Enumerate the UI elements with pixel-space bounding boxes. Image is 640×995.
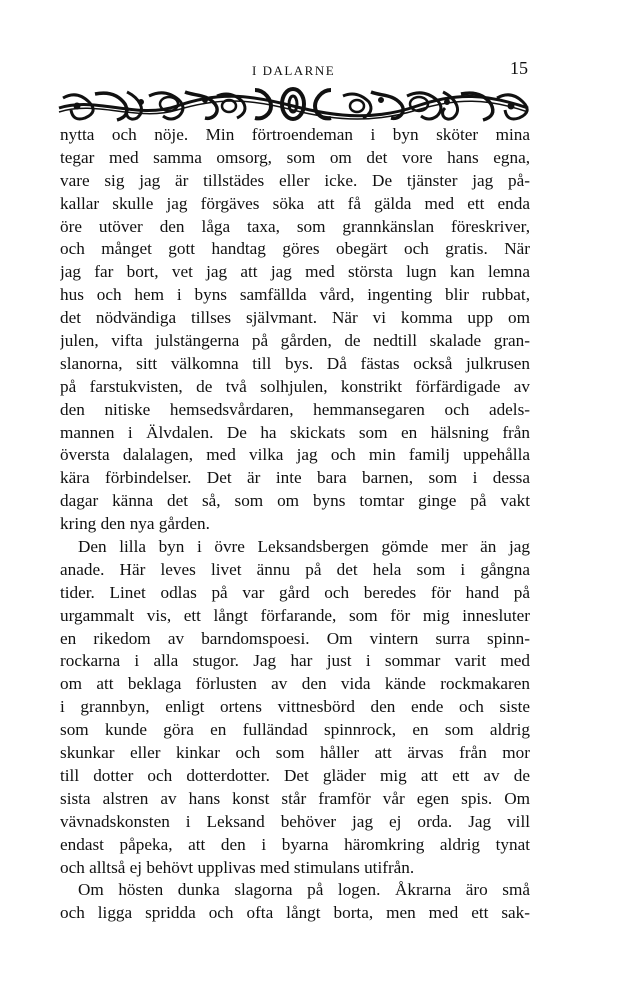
text-line: vare sig jag är tillstädes eller icke. De tjänster jag på-	[60, 170, 530, 190]
text-line: den nitiske hemsedsvårdaren, hemmansegaren och adels-	[60, 399, 530, 419]
text-line: anade. Här leves livet ännu på det hela som i gångna	[60, 559, 530, 579]
text-line: till dotter och dotterdotter. Det gläder mig att ett av de	[60, 765, 530, 785]
text-line: kallar skulle jag förgäves söka att få gälda med ett enda	[60, 193, 530, 213]
text-line: kring den nya gården.	[60, 514, 210, 534]
text-line: nytta och nöje. Min förtroendeman i byn sköter mina	[60, 125, 530, 144]
text-line: tider. Linet odlas på var gård och beredes för hand på	[60, 582, 530, 602]
text-line: i grannbyn, enligt ortens vittnesbörd den ende och siste	[60, 697, 530, 717]
text-line: jag far bort, vet jag att jag med största lugn kan lemna	[60, 262, 530, 282]
text-line: kära förbindelser. Det är inte bara barnen, som i dessa	[60, 468, 530, 488]
text-line: tegar med samma omsorg, som om det vore hans egna,	[60, 147, 530, 167]
text-line: på farstukvisten, de två solhjulen, konstrikt förfärdigade av	[60, 376, 530, 396]
text-line: och ligga spridda och ofta långt borta, men med ett sak-	[60, 903, 530, 923]
text-line: urgammalt vis, ett långt förfarande, som för mig innesluter	[60, 605, 530, 625]
text-line: rockarna i alla stugor. Jag har just i sommar varit med	[60, 651, 530, 671]
body-text	[60, 124, 530, 925]
text-line: översta dalalagen, med vilka jag och min familj uppehålla	[60, 445, 530, 465]
text-line: det nödvändiga tillses självmant. När vi komma upp om	[60, 308, 530, 328]
text-line: hus och hem i byns samfällda vård, ingenting blir rubbat,	[60, 285, 530, 305]
text-line: sista alstren av hans konst står framför vår egen spis. Om	[60, 788, 530, 808]
text-line: skunkar eller kinkar och som håller att ärvas från mor	[60, 743, 530, 763]
text-line: mannen i Älvdalen. De ha skickats som en hälsning från	[60, 422, 530, 442]
text-line: Den lilla byn i övre Leksandsbergen gömde mer än jag	[78, 537, 530, 557]
decorative-scroll-band-icon	[57, 86, 530, 122]
text-line: om att beklaga förlusten av den vida kände rockmakaren	[60, 674, 530, 694]
text-line: endast påpeka, att den i byarna häromkring aldrig tynat	[60, 834, 530, 854]
text-line: som kunde göra en fulländad spinnrock, en som aldrig	[60, 720, 530, 740]
page-number: 15	[510, 58, 528, 78]
text-line: och alltså ej behövt upplivas med stimulans utifrån.	[60, 857, 415, 877]
text-line: dagar känna det så, som om byns tomtar ginge på vakt	[60, 491, 530, 511]
text-line: öre utöver den låga taxa, som grannkänslan föreskriver,	[60, 216, 530, 236]
text-line: Om hösten dunka slagorna på logen. Åkrarna äro små	[78, 880, 530, 900]
text-line: vävnadskonsten i Leksand behöver jag ej orda. Jag vill	[60, 811, 530, 831]
text-line: slanorna, sitt välkomna till bys. Då fästas också julkrusen	[60, 353, 530, 373]
text-line: julen, vifta julstängerna på gården, de nedtill skalade gran-	[60, 331, 530, 351]
section-title: I DALARNE	[252, 63, 336, 78]
running-head	[0, 58, 640, 81]
text-line: en rikedom av barndomspoesi. Om vintern surra spinn-	[60, 628, 530, 648]
text-line: och månget gott handtag göres obegärt och gratis. När	[60, 239, 530, 259]
